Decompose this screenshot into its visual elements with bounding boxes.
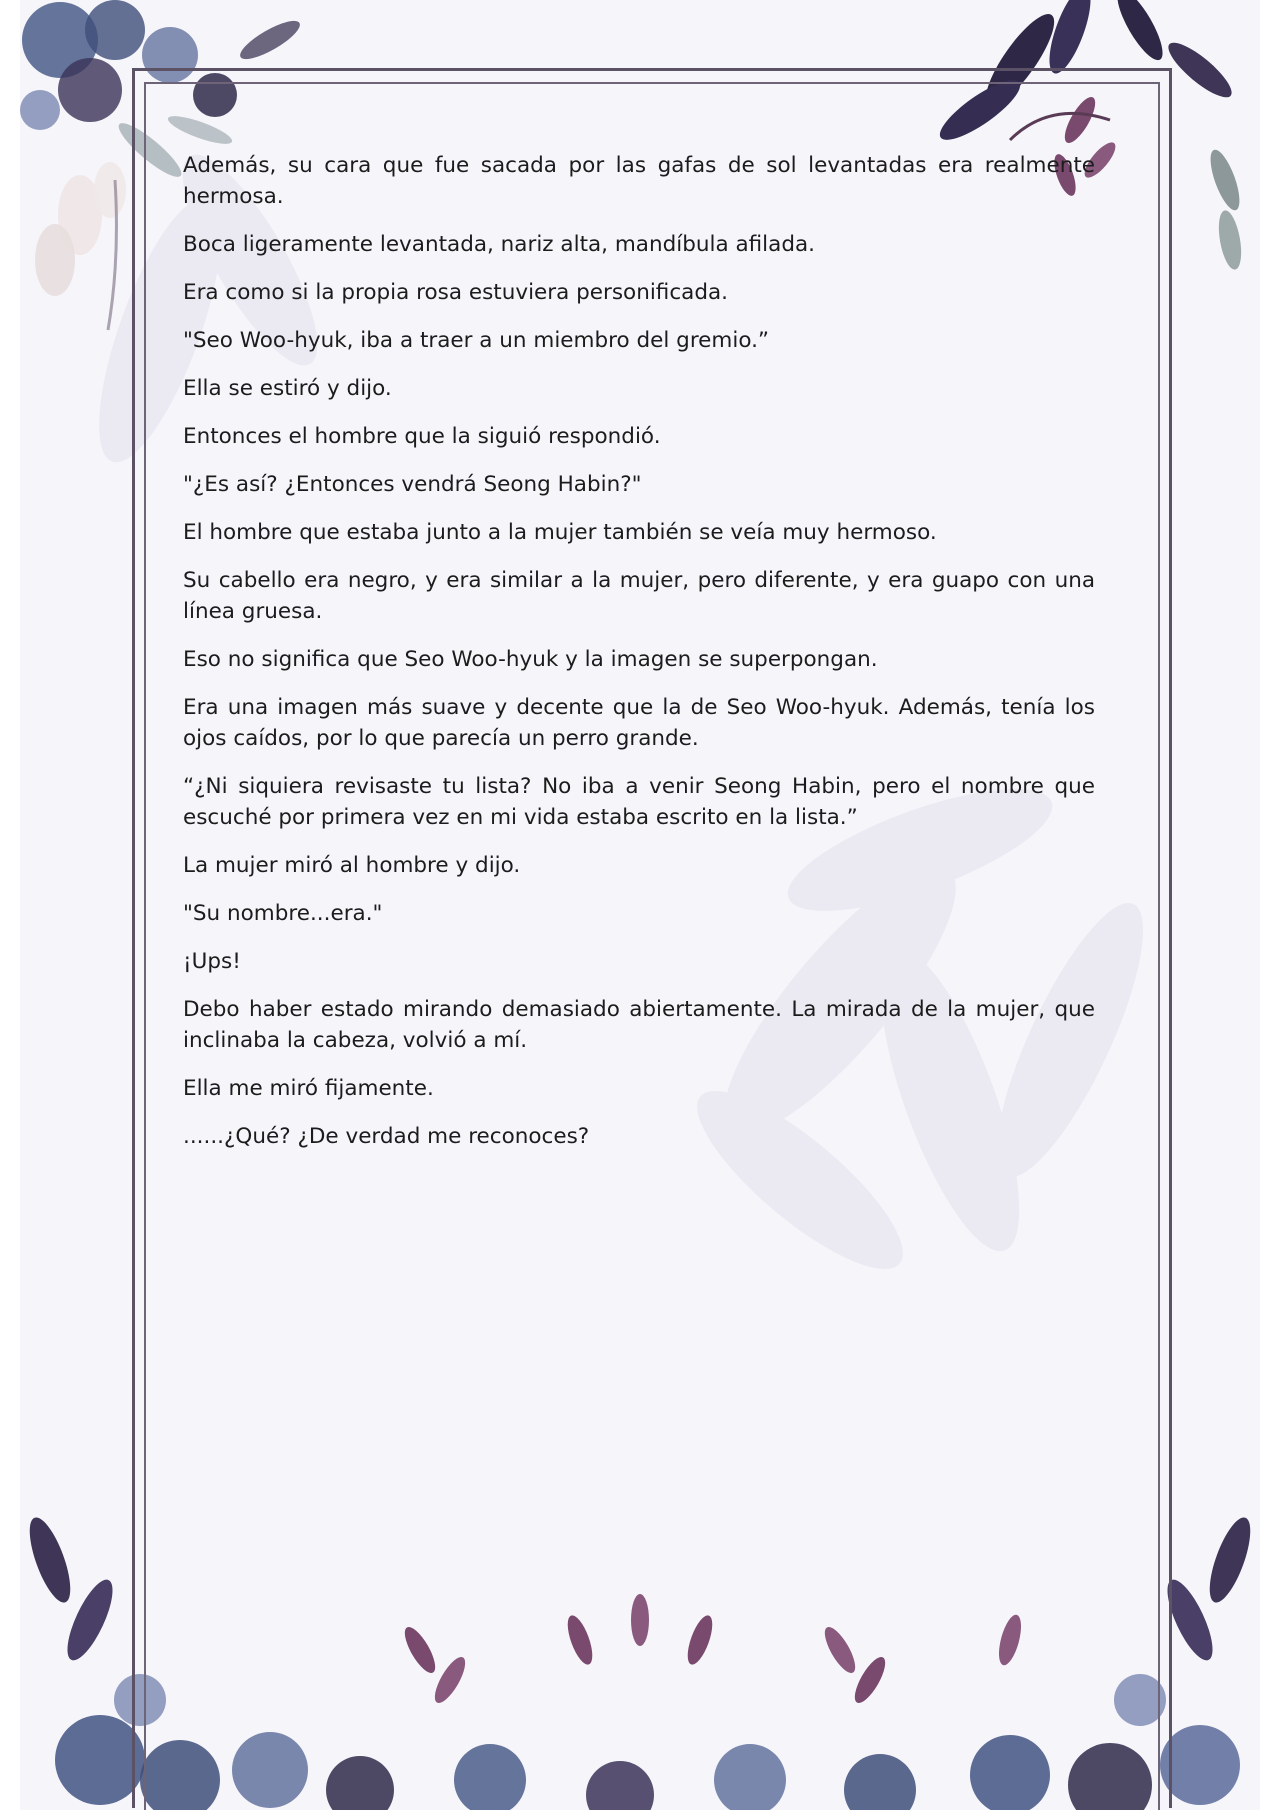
- paragraph-16: Debo haber estado mirando demasiado abiertamente. La mirada de la mujer, que inclinaba la cabeza, volvió a mí.: [183, 997, 1095, 1053]
- paragraph-5: Ella se estiró y dijo.: [183, 376, 392, 401]
- paragraph-12: “¿Ni siquiera revisaste tu lista? No iba a venir Seong Habin, pero el nombre que escuché por primera vez en mi vida estaba escrito en la lista.”: [183, 774, 1095, 830]
- paragraph-10: Eso no significa que Seo Woo-hyuk y la imagen se superpongan.: [183, 647, 878, 672]
- paragraph-3: Era como si la propia rosa estuviera personificada.: [183, 280, 728, 305]
- paragraph-6: Entonces el hombre que la siguió respondió.: [183, 424, 661, 449]
- paragraph-14: "Su nombre...era.": [183, 901, 383, 926]
- paragraph-18: ......¿Qué? ¿De verdad me reconoces?: [183, 1124, 590, 1149]
- paragraph-9: Su cabello era negro, y era similar a la mujer, pero diferente, y era guapo con una línea gruesa.: [183, 568, 1095, 624]
- paragraph-11: Era una imagen más suave y decente que la de Seo Woo-hyuk. Además, tenía los ojos caídos, por lo que parecía un perro grande.: [183, 695, 1095, 751]
- paragraph-7: "¿Es así? ¿Entonces vendrá Seong Habin?": [183, 472, 642, 497]
- paragraph-2: Boca ligeramente levantada, nariz alta, mandíbula afilada.: [183, 232, 815, 257]
- paragraph-8: El hombre que estaba junto a la mujer también se veía muy hermoso.: [183, 520, 937, 545]
- document-page: [20, 0, 1260, 1810]
- paragraph-13: La mujer miró al hombre y dijo.: [183, 853, 521, 878]
- paragraph-4: "Seo Woo-hyuk, iba a traer a un miembro del gremio.”: [183, 328, 770, 353]
- paragraph-1: Además, su cara que fue sacada por las gafas de sol levantadas era realmente hermosa.: [183, 153, 1095, 209]
- story-text: [183, 150, 1095, 1169]
- paragraph-15: ¡Ups!: [183, 949, 241, 974]
- paragraph-17: Ella me miró fijamente.: [183, 1076, 434, 1101]
